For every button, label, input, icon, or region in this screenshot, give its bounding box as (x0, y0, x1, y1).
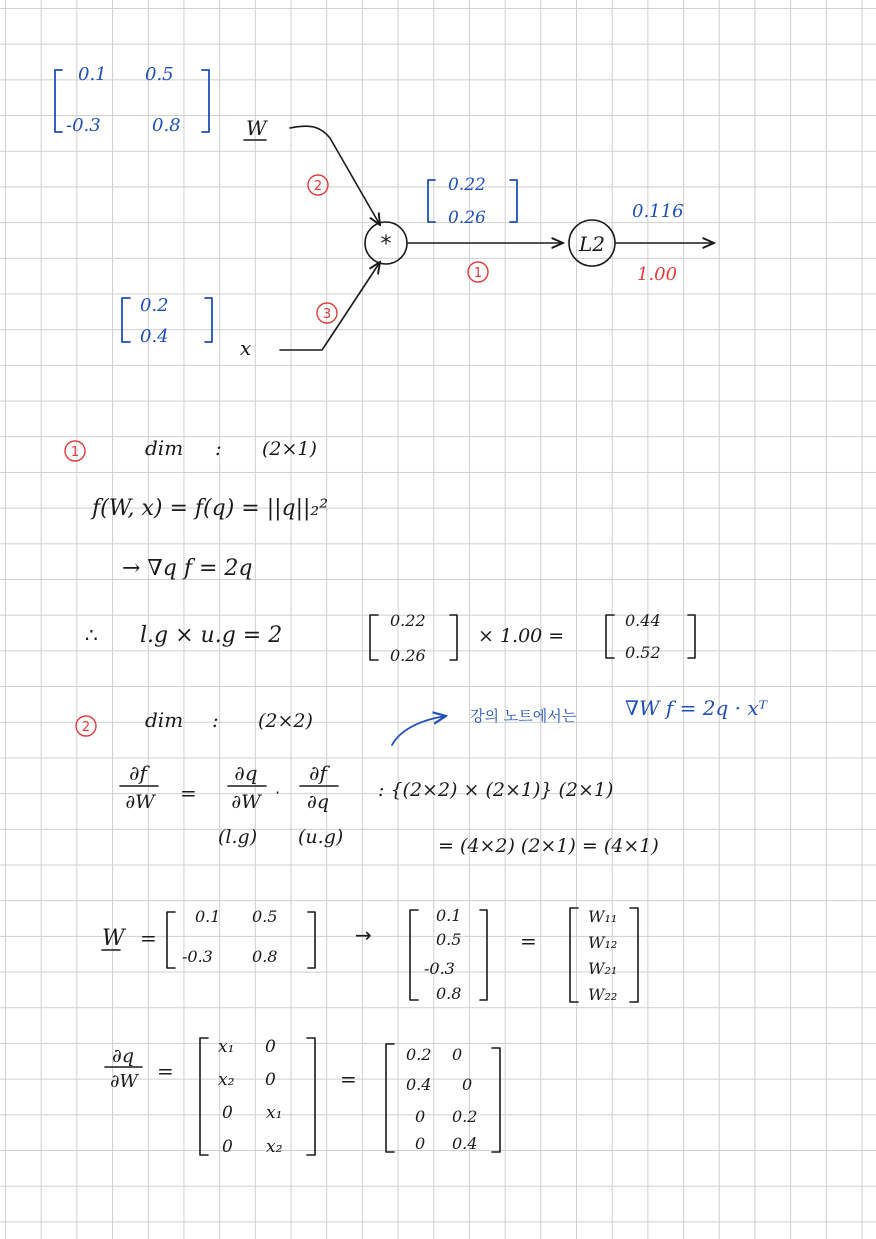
handwritten-text: ∂q (234, 761, 258, 785)
eq-chain-left: l.g × u.g = 2 (140, 623, 283, 648)
dim-expression-2: = (4×2) (2×1) = (4×1) (438, 835, 659, 857)
svg-text::: : (212, 708, 219, 732)
handwritten-text: W₁₂ (588, 933, 618, 952)
eq-f-definition: f(W, x) = f(q) = ||q||₂² (92, 496, 329, 521)
step-3-marker (317, 303, 337, 323)
q-cell-1: 0.22 (448, 175, 486, 195)
upstream-grad-label: (u.g) (298, 826, 344, 848)
step-1-marker (468, 262, 488, 282)
x-cell-1: 0.2 (140, 295, 169, 316)
svg-text:=: = (340, 1067, 357, 1091)
dim-value-2: (2×2) (258, 710, 313, 732)
dq-dw-fraction (228, 761, 266, 813)
handwritten-text: 0 (452, 1045, 463, 1064)
w-cell-22: 0.8 (152, 115, 181, 136)
dim-value: (2×1) (262, 438, 317, 460)
handwritten-text: ∂W (110, 1071, 138, 1092)
handwritten-text: ∂W (231, 791, 261, 813)
q-vector (428, 175, 517, 228)
svg-text:→: → (355, 923, 372, 947)
handwritten-text: L2 (578, 232, 606, 256)
handwritten-text: 0.8 (436, 984, 462, 1003)
handwritten-text: x₂ (266, 1137, 283, 1157)
df-dw-fraction (120, 761, 158, 813)
handwritten-text: 3 (322, 307, 332, 322)
handwritten-text: 0 (415, 1107, 426, 1126)
svg-text:=: = (157, 1059, 174, 1083)
times-one: × 1.00 = (478, 625, 565, 647)
handwritten-text: W₁₁ (588, 907, 618, 926)
computational-graph (55, 64, 714, 360)
section-1 (65, 436, 695, 665)
korean-note: 강의 노트에서는 (470, 707, 577, 725)
handwritten-text: 0 (222, 1103, 233, 1123)
handwritten-text: W₂₁ (588, 959, 618, 978)
handwritten-text: ∂q (112, 1045, 134, 1067)
handwritten-text: 0 (222, 1137, 233, 1157)
handwritten-text: 0.52 (625, 643, 661, 662)
handwritten-text: 0.4 (452, 1134, 478, 1153)
handwritten-text: 0.2 (452, 1107, 478, 1126)
handwritten-text: x₂ (218, 1070, 235, 1090)
w-input-label: W (246, 116, 267, 140)
handwritten-text: ∂W (125, 791, 155, 813)
w-matrix-2 (167, 907, 315, 968)
handwritten-text: 0.44 (625, 611, 661, 630)
w-label-2: W (102, 926, 125, 951)
note-arrow (392, 716, 446, 745)
jacobian-symbolic (200, 1037, 315, 1157)
step-2-marker (308, 175, 328, 195)
w-flattened (410, 906, 487, 1003)
w-cell-11: 0.1 (78, 64, 107, 85)
handwritten-text: ∂q (307, 791, 329, 813)
svg-text:=: = (180, 781, 197, 805)
therefore-symbol: ∴ (85, 623, 98, 647)
handwritten-text: 0.1 (195, 907, 221, 926)
handwritten-text: ∂f (309, 761, 327, 785)
handwritten-text: x₁ (266, 1103, 283, 1123)
dim-label: dim (145, 436, 184, 460)
w-cell-12: 0.5 (145, 64, 174, 85)
handwritten-text: 0.8 (252, 947, 278, 966)
x-cell-2: 0.4 (140, 326, 169, 347)
handwritten-text: 0.26 (390, 646, 426, 665)
dq-dw-fraction-2 (105, 1045, 142, 1092)
handwritten-text: 1 (70, 445, 80, 460)
w-matrix (55, 64, 209, 136)
section-1-q-vector (370, 611, 457, 665)
df-dq-fraction (300, 761, 338, 813)
handwritten-text: -0.3 (182, 947, 213, 966)
output-gradient: 1.00 (637, 264, 678, 285)
handwritten-text: 0 (265, 1070, 276, 1090)
handwritten-text: W₂₂ (588, 985, 618, 1004)
handwritten-text: 0.1 (436, 906, 462, 925)
eq-gradient: → ∇q f = 2q (122, 556, 253, 581)
l2-node (569, 220, 615, 266)
handwritten-text: 0.22 (390, 611, 426, 630)
handwritten-text: 0 (462, 1075, 473, 1094)
section-2 (76, 696, 769, 1157)
handwritten-text: 0 (265, 1037, 276, 1057)
note-formula: ∇W f = 2q · xᵀ (625, 696, 768, 720)
w-edge (290, 126, 380, 225)
handwritten-text: 2 (313, 179, 323, 194)
w-cell-21: -0.3 (66, 115, 101, 136)
section-1-result-vector (606, 611, 695, 662)
handwritten-text: * (380, 232, 392, 257)
dim-expression-1: : {(2×2) × (2×1)} (2×1) (378, 779, 614, 801)
handwritten-text: 1 (473, 266, 483, 281)
handwritten-text: 0.5 (436, 930, 462, 949)
w-symbols-vector (570, 907, 638, 1004)
handwritten-text: 0.4 (406, 1075, 432, 1094)
section-2-number (76, 716, 96, 736)
local-grad-label: (l.g) (218, 826, 258, 848)
x-input-label: x (240, 336, 252, 360)
x-vector (122, 295, 212, 347)
handwritten-text: 0 (415, 1134, 426, 1153)
handwritten-text: ∂f (129, 761, 147, 785)
handwritten-text: x₁ (218, 1037, 235, 1057)
x-edge (280, 262, 380, 350)
output-value: 0.116 (632, 201, 684, 222)
handwritten-text: 0.2 (406, 1045, 432, 1064)
jacobian-values (386, 1044, 500, 1153)
q-cell-2: 0.26 (448, 208, 486, 228)
svg-text::: : (215, 436, 222, 460)
svg-text:=: = (140, 926, 157, 950)
handwritten-text: 2 (81, 720, 91, 735)
multiply-node (365, 222, 407, 264)
section-1-number (65, 441, 85, 461)
handwritten-text: -0.3 (424, 959, 455, 978)
svg-text:·: · (275, 783, 281, 802)
svg-text:=: = (520, 929, 537, 953)
dim-label-2: dim (145, 708, 184, 732)
handwritten-text: 0.5 (252, 907, 278, 926)
